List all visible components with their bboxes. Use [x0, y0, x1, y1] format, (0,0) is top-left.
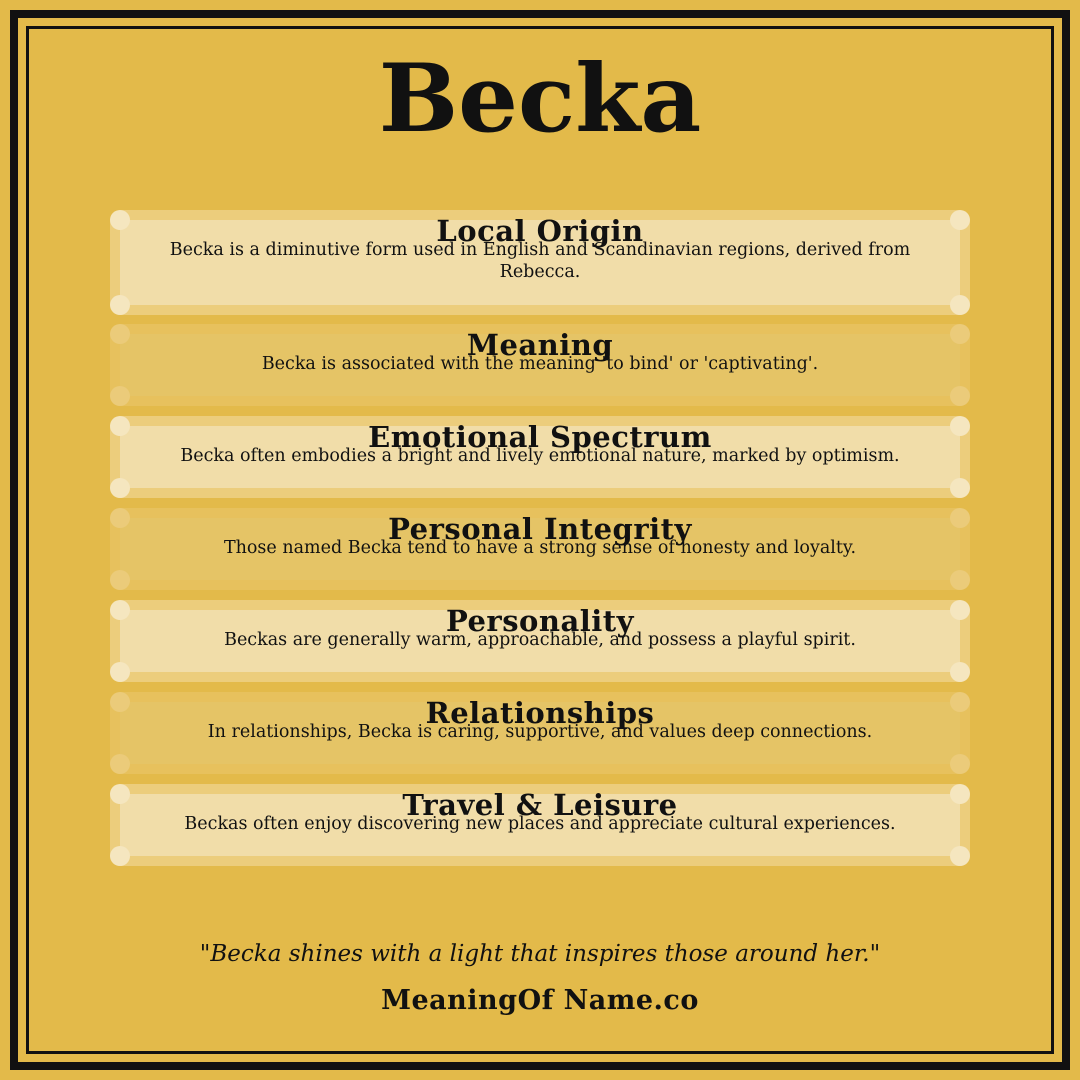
card-heading: Relationships [425, 696, 655, 730]
card-heading: Emotional Spectrum [368, 420, 712, 454]
corner-dot [110, 846, 130, 866]
card-heading: Travel & Leisure [402, 788, 678, 822]
corner-dot [110, 295, 130, 315]
corner-dot [110, 570, 130, 590]
card-personal-integrity [110, 508, 970, 590]
corner-dot [950, 295, 970, 315]
name-title: Becka [378, 44, 702, 154]
corner-dot [950, 570, 970, 590]
card-local-origin [110, 210, 970, 315]
card-personality [110, 600, 970, 682]
card-heading: Local Origin [436, 214, 644, 248]
card-text: Becka often embodies a bright and lively emotional nature, marked by optimism. [180, 446, 900, 466]
card-text: Becka is associated with the meaning 'to bind' or 'captivating'. [261, 354, 819, 374]
card-heading: Personality [445, 604, 635, 638]
card-text: Those named Becka tend to have a strong sense of honesty and loyalty. [223, 538, 857, 558]
card-relationships [110, 692, 970, 774]
card-heading: Personal Integrity [388, 512, 692, 546]
corner-dot [110, 478, 130, 498]
corner-dot [950, 754, 970, 774]
corner-dot [950, 846, 970, 866]
corner-dot [950, 662, 970, 682]
card-emotional-spectrum [110, 416, 970, 498]
quote-text: "Becka shines with a light that inspires those around her." [199, 941, 881, 967]
corner-dot [950, 478, 970, 498]
card-text: Becka is a diminutive form used in English and Scandinavian regions, derived from Rebecca. [169, 240, 911, 282]
card-heading: Meaning [466, 328, 614, 362]
corner-dot [110, 386, 130, 406]
card-meaning [110, 324, 970, 406]
site-credit: MeaningOf Name.co [381, 985, 699, 1016]
corner-dot [950, 386, 970, 406]
corner-dot [110, 754, 130, 774]
corner-dot [110, 662, 130, 682]
card-text: Beckas often enjoy discovering new places and appreciate cultural experiences. [184, 814, 896, 834]
card-text: In relationships, Becka is caring, supportive, and values deep connections. [207, 722, 873, 742]
card-text: Beckas are generally warm, approachable, and possess a playful spirit. [224, 630, 856, 650]
card-travel-leisure [110, 784, 970, 866]
